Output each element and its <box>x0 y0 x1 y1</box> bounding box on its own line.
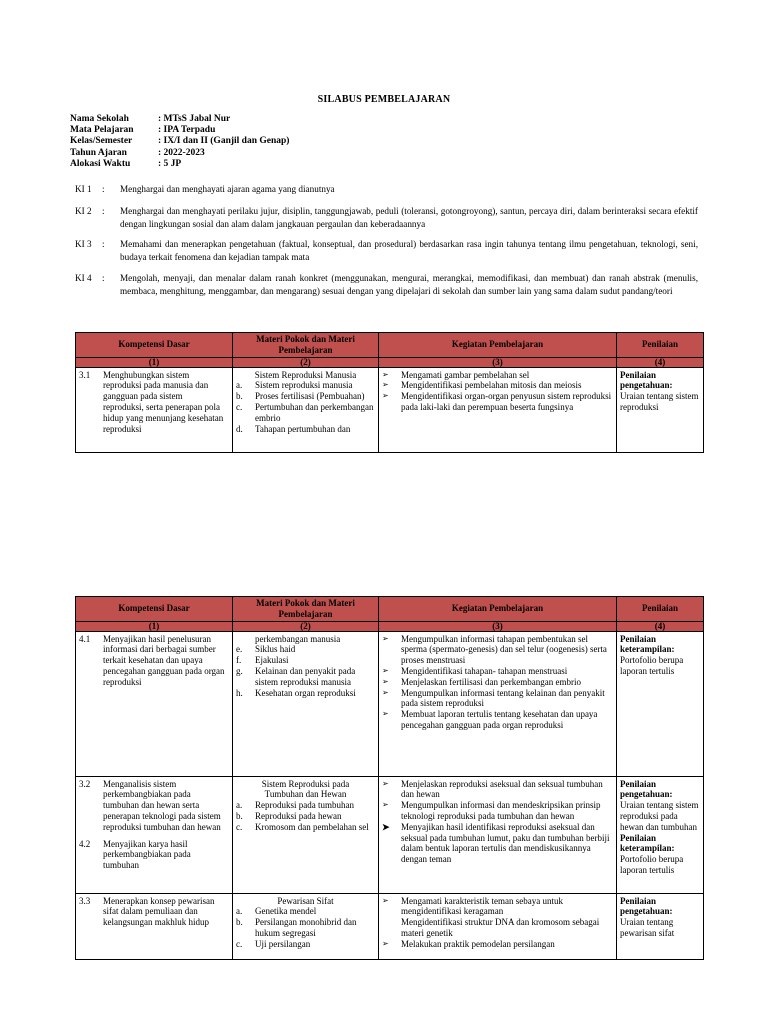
mp-letter: h. <box>236 687 243 698</box>
arrow-bullet-icon: ➢ <box>382 676 389 686</box>
info-value: : IPA Terpadu <box>158 125 216 136</box>
mp-heading: Sistem Reproduksi Manusia <box>254 369 357 380</box>
header-num-2: (2) <box>233 357 379 367</box>
header-num-4: (4) <box>617 621 704 631</box>
kd-number: 3.3 <box>79 895 91 906</box>
pn-label: Penilaian pengetahuan: <box>620 369 673 391</box>
document-title: SILABUS PEMBELAJARAN <box>317 94 451 105</box>
info-label: Tahun Ajaran <box>70 147 127 158</box>
syllabus-table-1 <box>75 332 704 453</box>
mp-letter: a. <box>236 800 243 811</box>
ki-colon: : <box>102 206 105 216</box>
info-row-school <box>70 114 289 125</box>
ki-code: KI 1 <box>75 184 92 194</box>
pn-cell <box>617 776 704 893</box>
kg-item <box>382 939 613 950</box>
pn-text: Portofolio berupa laporan tertulis <box>620 854 684 875</box>
mp-text: Uji persilangan <box>255 938 311 949</box>
ki-text: Menghargai dan menghayati perilaku jujur, disiplin, tanggungjawab, peduli (toleransi, gotongroyong), santun, percaya diri, dalam berinteraksi secara efektif dengan lingkungan sosial dan alam dalam jangkauan pergaulan dan keberadaannya <box>120 206 698 229</box>
mp-text: Pertumbuhan dan perkembangan embrio <box>255 401 374 423</box>
kg-text: Mengamati gambar pembelahan sel <box>401 369 530 380</box>
syllabus-table-2 <box>75 596 704 960</box>
mp-item <box>236 391 375 402</box>
info-label: Alokasi Waktu <box>70 158 131 169</box>
kg-cell <box>379 776 617 893</box>
ki-colon: : <box>102 273 105 283</box>
ki-colon: : <box>102 184 105 194</box>
kd-entry <box>79 779 229 833</box>
kg-text: Mengidentifikasi organ-organ penyusun sistem reproduksi pada laki-laki dan perempuan beserta fungsinya <box>401 391 612 412</box>
header-kompetensi-dasar: Kompetensi Dasar <box>76 597 233 622</box>
kg-text: Mengumpulkan informasi dan mendeskripsikan prinsip teknologi reproduksi pada tumbuhan dan hewan <box>401 800 601 821</box>
mp-item <box>236 800 375 811</box>
mp-letter: d. <box>236 423 243 434</box>
mp-text: Genetika mendel <box>255 906 317 917</box>
ki-text: Mengolah, menyaji, dan menalar dalam ranah konkret (menggunakan, mengurai, merangkai, memodifikasi, dan membuat) dan ranah abstrak (menulis, membaca, menghitung, menggambar, dan mengarang) sesuai dengan yang dipelajari di sekolah dan sumber lain yang sama dalam sudut pandang/teori <box>120 273 698 296</box>
kd-text: Menyajikan karya hasil perkembangbiakan pada tumbuhan <box>103 838 191 871</box>
mp-text: Tahapan pertumbuhan dan <box>255 423 351 434</box>
pn-label: Penilaian pengetahuan: <box>620 895 673 917</box>
kd-number: 4.1 <box>79 633 91 644</box>
mp-letter: b. <box>236 810 243 821</box>
kg-item <box>382 666 613 677</box>
kg-item <box>382 391 613 413</box>
kg-item <box>382 677 613 688</box>
kd-text: Menerapkan konsep pewarisan sifat dalam pemuliaan dan kelangsungan makhluk hidup <box>103 895 215 928</box>
header-num-2: (2) <box>233 621 379 631</box>
arrow-bullet-icon: ➢ <box>382 369 389 379</box>
mp-text: Kromosom dan pembelahan sel <box>255 821 369 832</box>
mp-cell <box>233 893 379 959</box>
ki-text: Menghargai dan menghayati ajaran agama yang dianutnya <box>120 184 335 194</box>
mp-text: Persilangan monohibrid dan hukum segregasi <box>255 917 357 938</box>
kg-text: Mengidentifikasi tahapan- tahapan menstruasi <box>401 665 568 676</box>
mp-letter: f. <box>236 655 242 666</box>
kg-item <box>382 634 613 666</box>
kd-entry <box>79 370 229 435</box>
arrow-bullet-icon: ➢ <box>382 380 389 390</box>
kg-cell <box>379 893 617 959</box>
kg-text: Menjelaskan reproduksi aseksual dan seksual tumbuhan dan hewan <box>401 778 603 800</box>
info-value: : IX/I dan II (Ganjil dan Genap) <box>158 136 290 147</box>
kd-entry <box>79 896 229 928</box>
mp-text: Sistem reproduksi manusia <box>255 380 353 391</box>
school-info <box>70 114 289 170</box>
mp-letter: c. <box>236 401 243 412</box>
mp-item <box>236 688 375 699</box>
mp-item <box>236 380 375 391</box>
mp-continuation: perkembangan manusia <box>255 633 341 644</box>
mp-item <box>236 811 375 822</box>
header-kegiatan: Kegiatan Pembelajaran <box>379 597 617 622</box>
mp-heading: Pewarisan Sifat <box>277 895 334 906</box>
header-num-3: (3) <box>379 357 617 367</box>
arrow-bullet-icon: ➢ <box>382 709 389 719</box>
mp-text: Kelainan dan penyakit pada sistem reproduksi manusia <box>255 665 356 687</box>
arrow-bullet-icon: ➢ <box>382 633 389 643</box>
kd-text: Menganalisis sistem perkembangbiakan pada tumbuhan dan hewan serta penerapan teknologi pada sistem reproduksi tumbuhan dan hewan <box>103 778 221 832</box>
pn-label: Penilaian keterampilan: <box>620 633 675 655</box>
header-penilaian: Penilaian <box>617 597 704 622</box>
mp-text: Kesehatan organ reproduksi <box>255 687 356 698</box>
kg-text: Menjelaskan fertilisasi dan perkembangan embrio <box>401 676 581 687</box>
kd-number: 3.1 <box>79 369 91 380</box>
header-num-3: (3) <box>379 621 617 631</box>
pn-text: Portofolio berupa laporan tertulis <box>620 655 684 676</box>
kg-item <box>382 688 613 710</box>
mp-cell <box>233 631 379 776</box>
mp-cell <box>233 367 379 452</box>
mp-letter: b. <box>236 391 243 402</box>
pn-label: Penilaian pengetahuan: <box>620 778 673 800</box>
arrow-bullet-icon: ➢ <box>382 778 389 788</box>
arrow-bullet-icon: ➤ <box>382 821 390 832</box>
mp-letter: c. <box>236 938 243 949</box>
mp-letter: a. <box>236 906 243 917</box>
arrow-bullet-icon: ➢ <box>382 895 389 905</box>
pn-label: Penilaian keterampilan: <box>620 832 675 854</box>
kd-text: Menyajikan hasil penelusuran informasi dari berbagai sumber terkait kesehatan dan upaya pencegahan gangguan pada organ reproduksi <box>103 633 225 687</box>
ki-code: KI 3 <box>75 239 92 249</box>
mp-letter: g. <box>236 665 243 676</box>
info-value: : 2022-2023 <box>158 147 205 158</box>
info-row-subject <box>70 125 289 136</box>
header-penilaian: Penilaian <box>617 333 704 358</box>
ki-code: KI 4 <box>75 273 92 283</box>
mp-text: Reproduksi pada hewan <box>255 810 342 821</box>
kg-text: Mengamati karakteristik teman sebaya untuk mengidentifikasi keragaman <box>401 895 563 917</box>
mp-item <box>236 939 375 950</box>
kg-text: Mengidentifikasi struktur DNA dan kromosom sebagai materi genetik <box>401 917 600 938</box>
mp-text: Reproduksi pada tumbuhan <box>255 800 354 811</box>
pn-cell <box>617 893 704 959</box>
info-row-class <box>70 136 289 147</box>
kg-item <box>382 709 613 731</box>
header-kompetensi-dasar: Kompetensi Dasar <box>76 333 233 358</box>
header-materi-pokok: Materi Pokok dan Materi Pembelajaran <box>233 597 379 622</box>
kd-cell <box>76 776 233 893</box>
kg-text: Menyajikan hasil identifikasi reproduksi aseksual dan seksual pada tumbuhan lumut, paku dan tumbuhan berbiji dalam bentuk laporan tertulis dan mendiskusikannya dengan teman <box>401 821 610 865</box>
arrow-bullet-icon: ➢ <box>382 800 389 810</box>
pn-cell <box>617 631 704 776</box>
ki-code: KI 2 <box>75 206 92 216</box>
ki-2 <box>75 205 698 230</box>
mp-letter: b. <box>236 917 243 928</box>
mp-item <box>236 644 375 655</box>
info-label: Nama Sekolah <box>70 114 129 124</box>
header-num-1: (1) <box>76 621 233 631</box>
info-label: Mata Pelajaran <box>70 125 134 136</box>
mp-item <box>236 906 375 917</box>
header-num-4: (4) <box>617 357 704 367</box>
mp-item <box>236 666 375 688</box>
ki-colon: : <box>102 239 105 249</box>
mp-heading: Sistem Reproduksi pada Tumbuhan dan Hewan <box>261 778 350 800</box>
mp-text: Siklus haid <box>255 644 296 655</box>
pn-text: Uraian tentang sistem reproduksi pada hewan dan tumbuhan <box>620 800 699 832</box>
mp-item <box>236 655 375 666</box>
ki-4 <box>75 272 698 297</box>
kd-entry <box>79 839 229 871</box>
info-label: Kelas/Semester <box>70 136 133 147</box>
ki-1 <box>75 183 698 196</box>
mp-letter: e. <box>236 644 243 655</box>
kg-item <box>382 370 613 381</box>
arrow-bullet-icon: ➢ <box>382 938 389 948</box>
pn-cell <box>617 367 704 452</box>
header-kegiatan: Kegiatan Pembelajaran <box>379 333 617 358</box>
header-num-1: (1) <box>76 357 233 367</box>
kg-text: Membuat laporan tertulis tentang kesehatan dan upaya pencegahan gangguan pada organ reproduksi <box>401 709 598 730</box>
info-value: : MTsS Jabal Nur <box>158 114 231 124</box>
arrow-bullet-icon: ➢ <box>382 665 389 675</box>
kg-text: Melakukan praktik pemodelan persilangan <box>401 938 555 949</box>
mp-cell <box>233 776 379 893</box>
kg-text: Mengumpulkan informasi tahapan pembentukan sel sperma (spermato-genesis) dan sel telur (oogenesis) serta proses menstruasi <box>401 633 607 666</box>
kd-number: 4.2 <box>79 838 91 849</box>
kg-item <box>382 779 613 801</box>
kd-cell <box>76 631 233 776</box>
kg-cell <box>379 367 617 452</box>
arrow-bullet-icon: ➢ <box>382 687 389 697</box>
mp-text: Ejakulasi <box>255 655 289 666</box>
kg-item <box>382 822 613 865</box>
mp-item <box>236 917 375 939</box>
kg-text: Mengidentifikasi pembelahan mitosis dan meiosis <box>401 380 582 391</box>
mp-item <box>236 402 375 424</box>
kd-text: Menghubungkan sistem reproduksi pada manusia dan gangguan pada sistem reproduksi, serta penerapan pola hidup yang menunjang kesehatan reproduksi <box>103 369 224 434</box>
info-row-year <box>70 148 289 159</box>
pn-text: Uraian tentang pewarisan sifat <box>620 917 675 938</box>
kg-item <box>382 896 613 918</box>
mp-letter: c. <box>236 821 243 832</box>
kg-text: Mengumpulkan informasi tentang kelainan dan penyakit pada sistem reproduksi <box>401 687 605 709</box>
mp-item <box>236 822 375 833</box>
mp-item <box>236 424 375 435</box>
kd-entry <box>79 634 229 688</box>
ki-text: Memahami dan menerapkan pengetahuan (faktual, konseptual, dan prosedural) berdasarkan rasa ingin tahunya tentang ilmu pengetahuan, teknologi, seni, budaya terkait fenomena dan kejadian tampak mata <box>120 239 698 262</box>
kd-cell <box>76 367 233 452</box>
kg-item <box>382 380 613 391</box>
kg-cell <box>379 631 617 776</box>
info-value: : 5 JP <box>158 158 182 169</box>
arrow-bullet-icon: ➢ <box>382 391 389 401</box>
kd-cell <box>76 893 233 959</box>
info-row-time <box>70 159 289 170</box>
kg-item <box>382 800 613 822</box>
ki-3 <box>75 238 698 263</box>
header-materi-pokok: Materi Pokok dan Materi Pembelajaran <box>233 333 379 358</box>
mp-letter: a. <box>236 380 243 391</box>
pn-text: Uraian tentang sistem reproduksi <box>620 391 699 412</box>
mp-text: Proses fertilisasi (Pembuahan) <box>255 391 365 402</box>
kd-number: 3.2 <box>79 778 91 789</box>
